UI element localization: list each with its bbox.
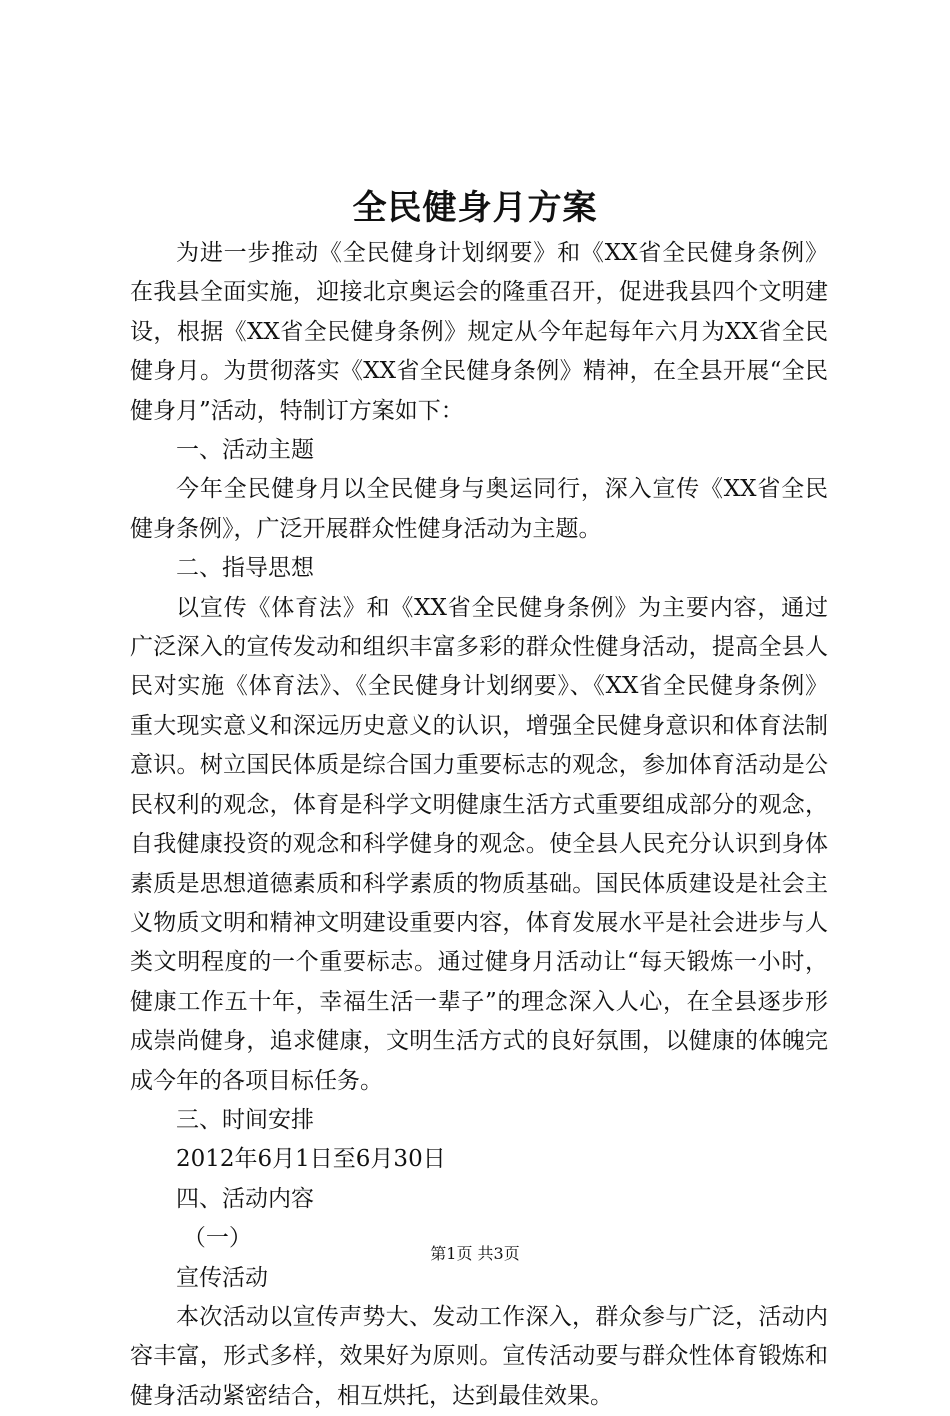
schedule-paragraph: 2012年6月1日至6月30日 bbox=[176, 1146, 446, 1173]
page-footer: 第1页 共3页 bbox=[430, 1244, 520, 1263]
section-heading-schedule: 三、时间安排 bbox=[176, 1106, 314, 1133]
section-heading-theme: 一、活动主题 bbox=[176, 437, 314, 464]
document-body bbox=[130, 234, 828, 1416]
intro-paragraph: 为进一步推动《全民健身计划纲要》和《XX省全民健身条例》在我县全面实施，迎接北京奥运会的隆重召开，促进我县四个文明建设，根据《XX省全民健身条例》规定从今年起每年六月为XX省全民健身月。为贯彻落实《XX省全民健身条例》精神，在全县开展“全民健身月”活动，特制订方案如下： bbox=[130, 240, 828, 424]
document-title: 全民健身月方案 bbox=[352, 188, 598, 228]
section-heading-activities: 四、活动内容 bbox=[176, 1185, 314, 1212]
subsection-number: （一） bbox=[182, 1225, 252, 1252]
guiding-idea-paragraph: 以宣传《体育法》和《XX省全民健身条例》为主要内容，通过广泛深入的宣传发动和组织丰富多彩的群众性健身活动，提高全县人民对实施《体育法》、《全民健身计划纲要》、《XX省全民健身条例》重大现实意义和深远历史意义的认识，增强全民健身意识和体育法制意识。树立国民体质是综合国力重要标志的观念，参加体育活动是公民权利的观念，体育是科学文明健康生活方式重要组成部分的观念，自我健康投资的观念和科学健身的观念。使全县人民充分认识到身体素质是思想道德素质和科学素质的物质基础。国民体质建设是社会主义物质文明和精神文明建设重要内容，体育发展水平是社会进步与人类文明程度的一个重要标志。通过健身月活动让“每天锻炼一小时，健康工作五十年，幸福生活一辈子”的理念深入人心，在全县逐步形成崇尚健身，追求健康，文明生活方式的良好氛围，以健康的体魄完成今年的各项目标任务。 bbox=[130, 594, 828, 1094]
section-heading-guiding-idea: 二、指导思想 bbox=[176, 555, 314, 582]
theme-paragraph: 今年全民健身月以全民健身与奥运同行，深入宣传《XX省全民健身条例》，广泛开展群众性健身活动为主题。 bbox=[130, 476, 828, 542]
subsection-heading-publicity: 宣传活动 bbox=[176, 1264, 268, 1291]
publicity-paragraph: 本次活动以宣传声势大、发动工作深入，群众参与广泛，活动内容丰富，形式多样，效果好为原则。宣传活动要与群众性体育锻炼和健身活动紧密结合，相互烘托，达到最佳效果。 bbox=[130, 1303, 828, 1409]
